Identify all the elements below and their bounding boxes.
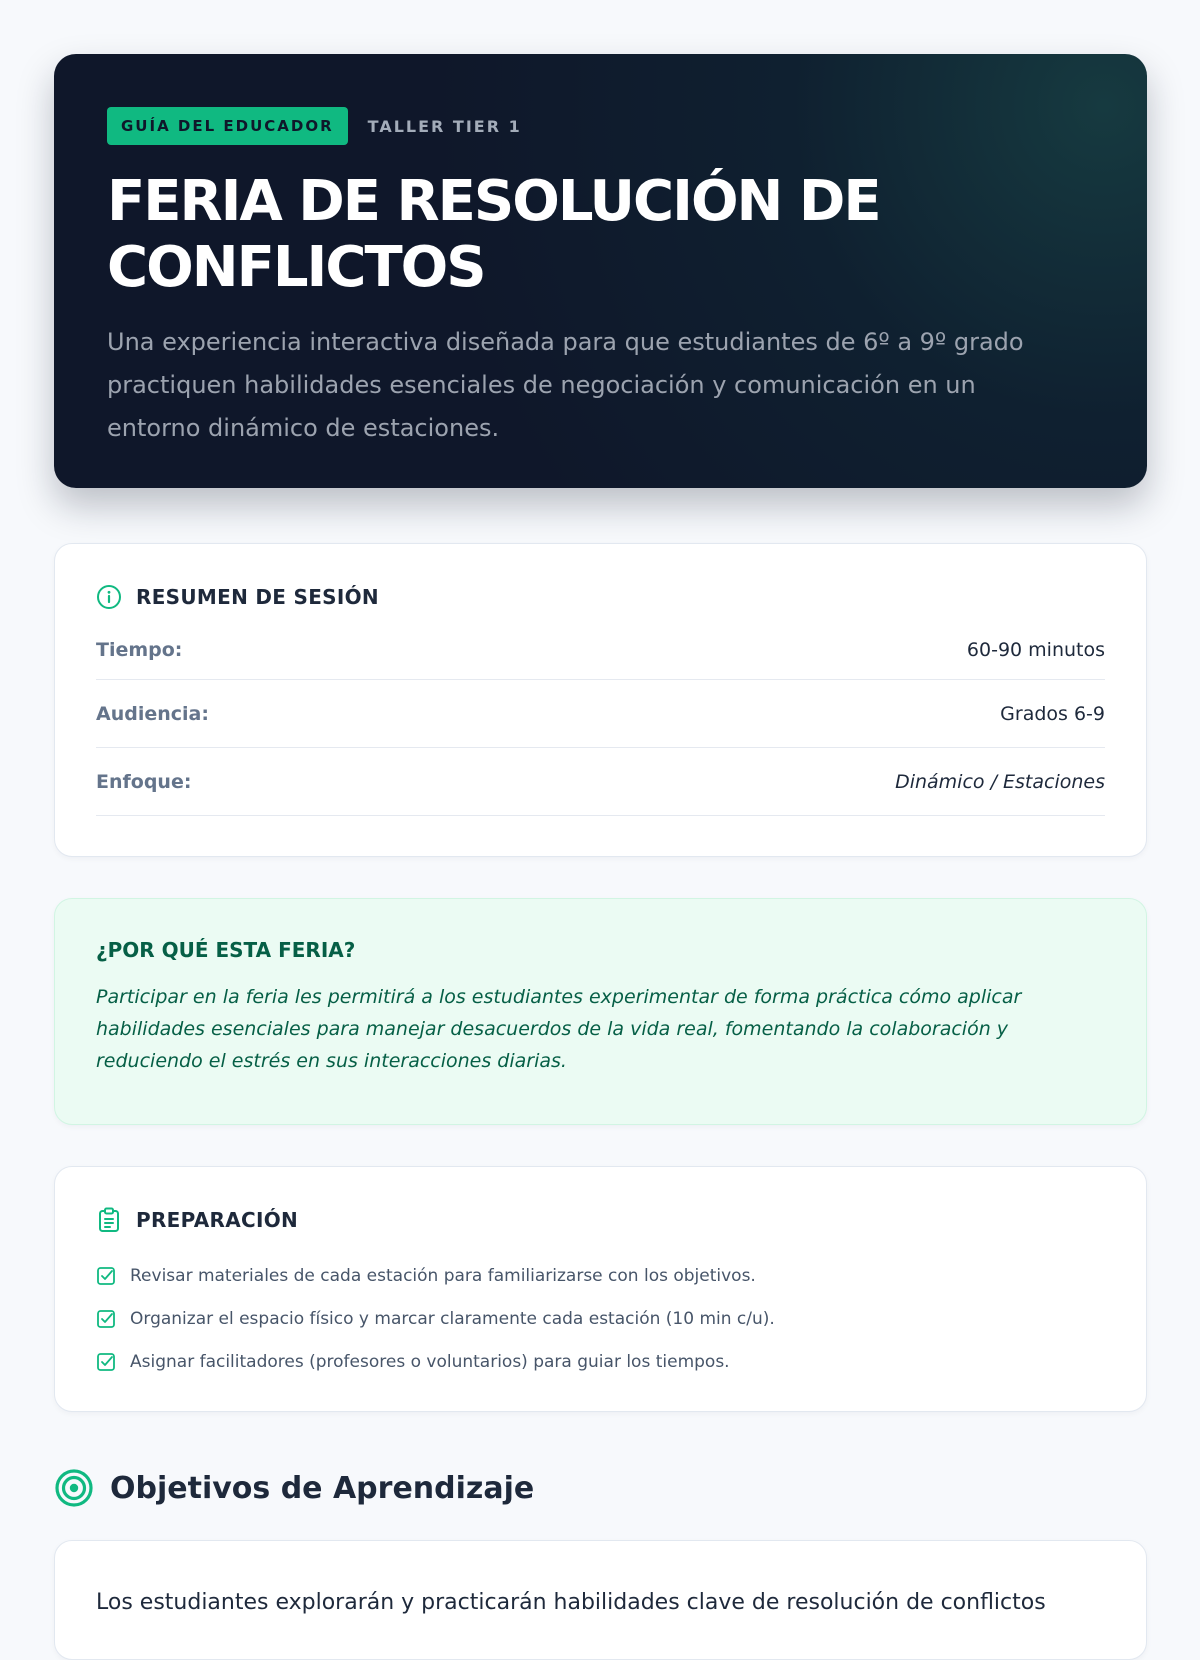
hero-tags bbox=[107, 107, 1094, 145]
clipboard-icon bbox=[96, 1207, 122, 1233]
objectives-intro: Los estudiantes explorarán y practicarán habilidades clave de resolución de conflictos bbox=[96, 1590, 1046, 1615]
guide-badge: GUÍA DEL EDUCADOR bbox=[107, 107, 348, 145]
list-item bbox=[96, 1297, 1105, 1340]
summary-label: Enfoque: bbox=[96, 770, 192, 793]
info-icon bbox=[96, 584, 122, 610]
summary-value: Dinámico / Estaciones bbox=[895, 770, 1105, 793]
session-summary-card bbox=[54, 543, 1147, 857]
objectives-card bbox=[54, 1540, 1147, 1660]
page-subtitle: Una experiencia interactiva diseñada para que estudiantes de 6º a 9º grado practiquen habilidades esenciales de negociación y comunicación en un entorno dinámico de estaciones. bbox=[107, 328, 1024, 442]
summary-row-time bbox=[96, 621, 1105, 680]
preparation-title: PREPARACIÓN bbox=[136, 1208, 299, 1232]
tier-label: TALLER TIER 1 bbox=[367, 116, 522, 136]
summary-row-focus bbox=[96, 748, 1105, 816]
why-fair-callout bbox=[54, 898, 1147, 1125]
session-summary-title: RESUMEN DE SESIÓN bbox=[136, 585, 379, 609]
check-square-icon bbox=[96, 1352, 116, 1372]
why-fair-text: Participar en la feria les permitirá a los estudiantes experimentar de forma práctica cómo aplicar habilidades esenciales para manejar desacuerdos de la vida real, fomentando la colaboración y reduciendo el estrés en sus interacciones diarias. bbox=[96, 986, 1022, 1072]
list-item bbox=[96, 1340, 1105, 1383]
summary-label: Tiempo: bbox=[96, 639, 183, 661]
list-item-text: Organizar el espacio físico y marcar claramente cada estación (10 min c/u). bbox=[130, 1308, 775, 1329]
target-icon bbox=[54, 1468, 94, 1508]
list-item-text: Revisar materiales de cada estación para familiarizarse con los objetivos. bbox=[130, 1265, 756, 1286]
page-title: FERIA DE RESOLUCIÓN DE CONFLICTOS bbox=[107, 169, 880, 300]
list-item-text: Asignar facilitadores (profesores o voluntarios) para guiar los tiempos. bbox=[130, 1351, 730, 1372]
objectives-heading bbox=[54, 1466, 534, 1510]
preparation-header bbox=[96, 1205, 1105, 1235]
check-square-icon bbox=[96, 1309, 116, 1329]
preparation-card bbox=[54, 1166, 1147, 1412]
list-item bbox=[96, 1254, 1105, 1297]
summary-label: Audiencia: bbox=[96, 702, 209, 725]
why-fair-title: ¿POR QUÉ ESTA FERIA? bbox=[96, 938, 356, 962]
session-summary-header bbox=[96, 582, 1105, 612]
summary-value: 60-90 minutos bbox=[966, 639, 1105, 661]
hero-banner bbox=[54, 54, 1147, 488]
summary-value: Grados 6-9 bbox=[1000, 702, 1105, 725]
summary-row-audience bbox=[96, 680, 1105, 748]
session-summary-rows bbox=[96, 621, 1105, 816]
preparation-list bbox=[96, 1254, 1105, 1383]
check-square-icon bbox=[96, 1266, 116, 1286]
objectives-title: Objetivos de Aprendizaje bbox=[110, 1470, 535, 1506]
